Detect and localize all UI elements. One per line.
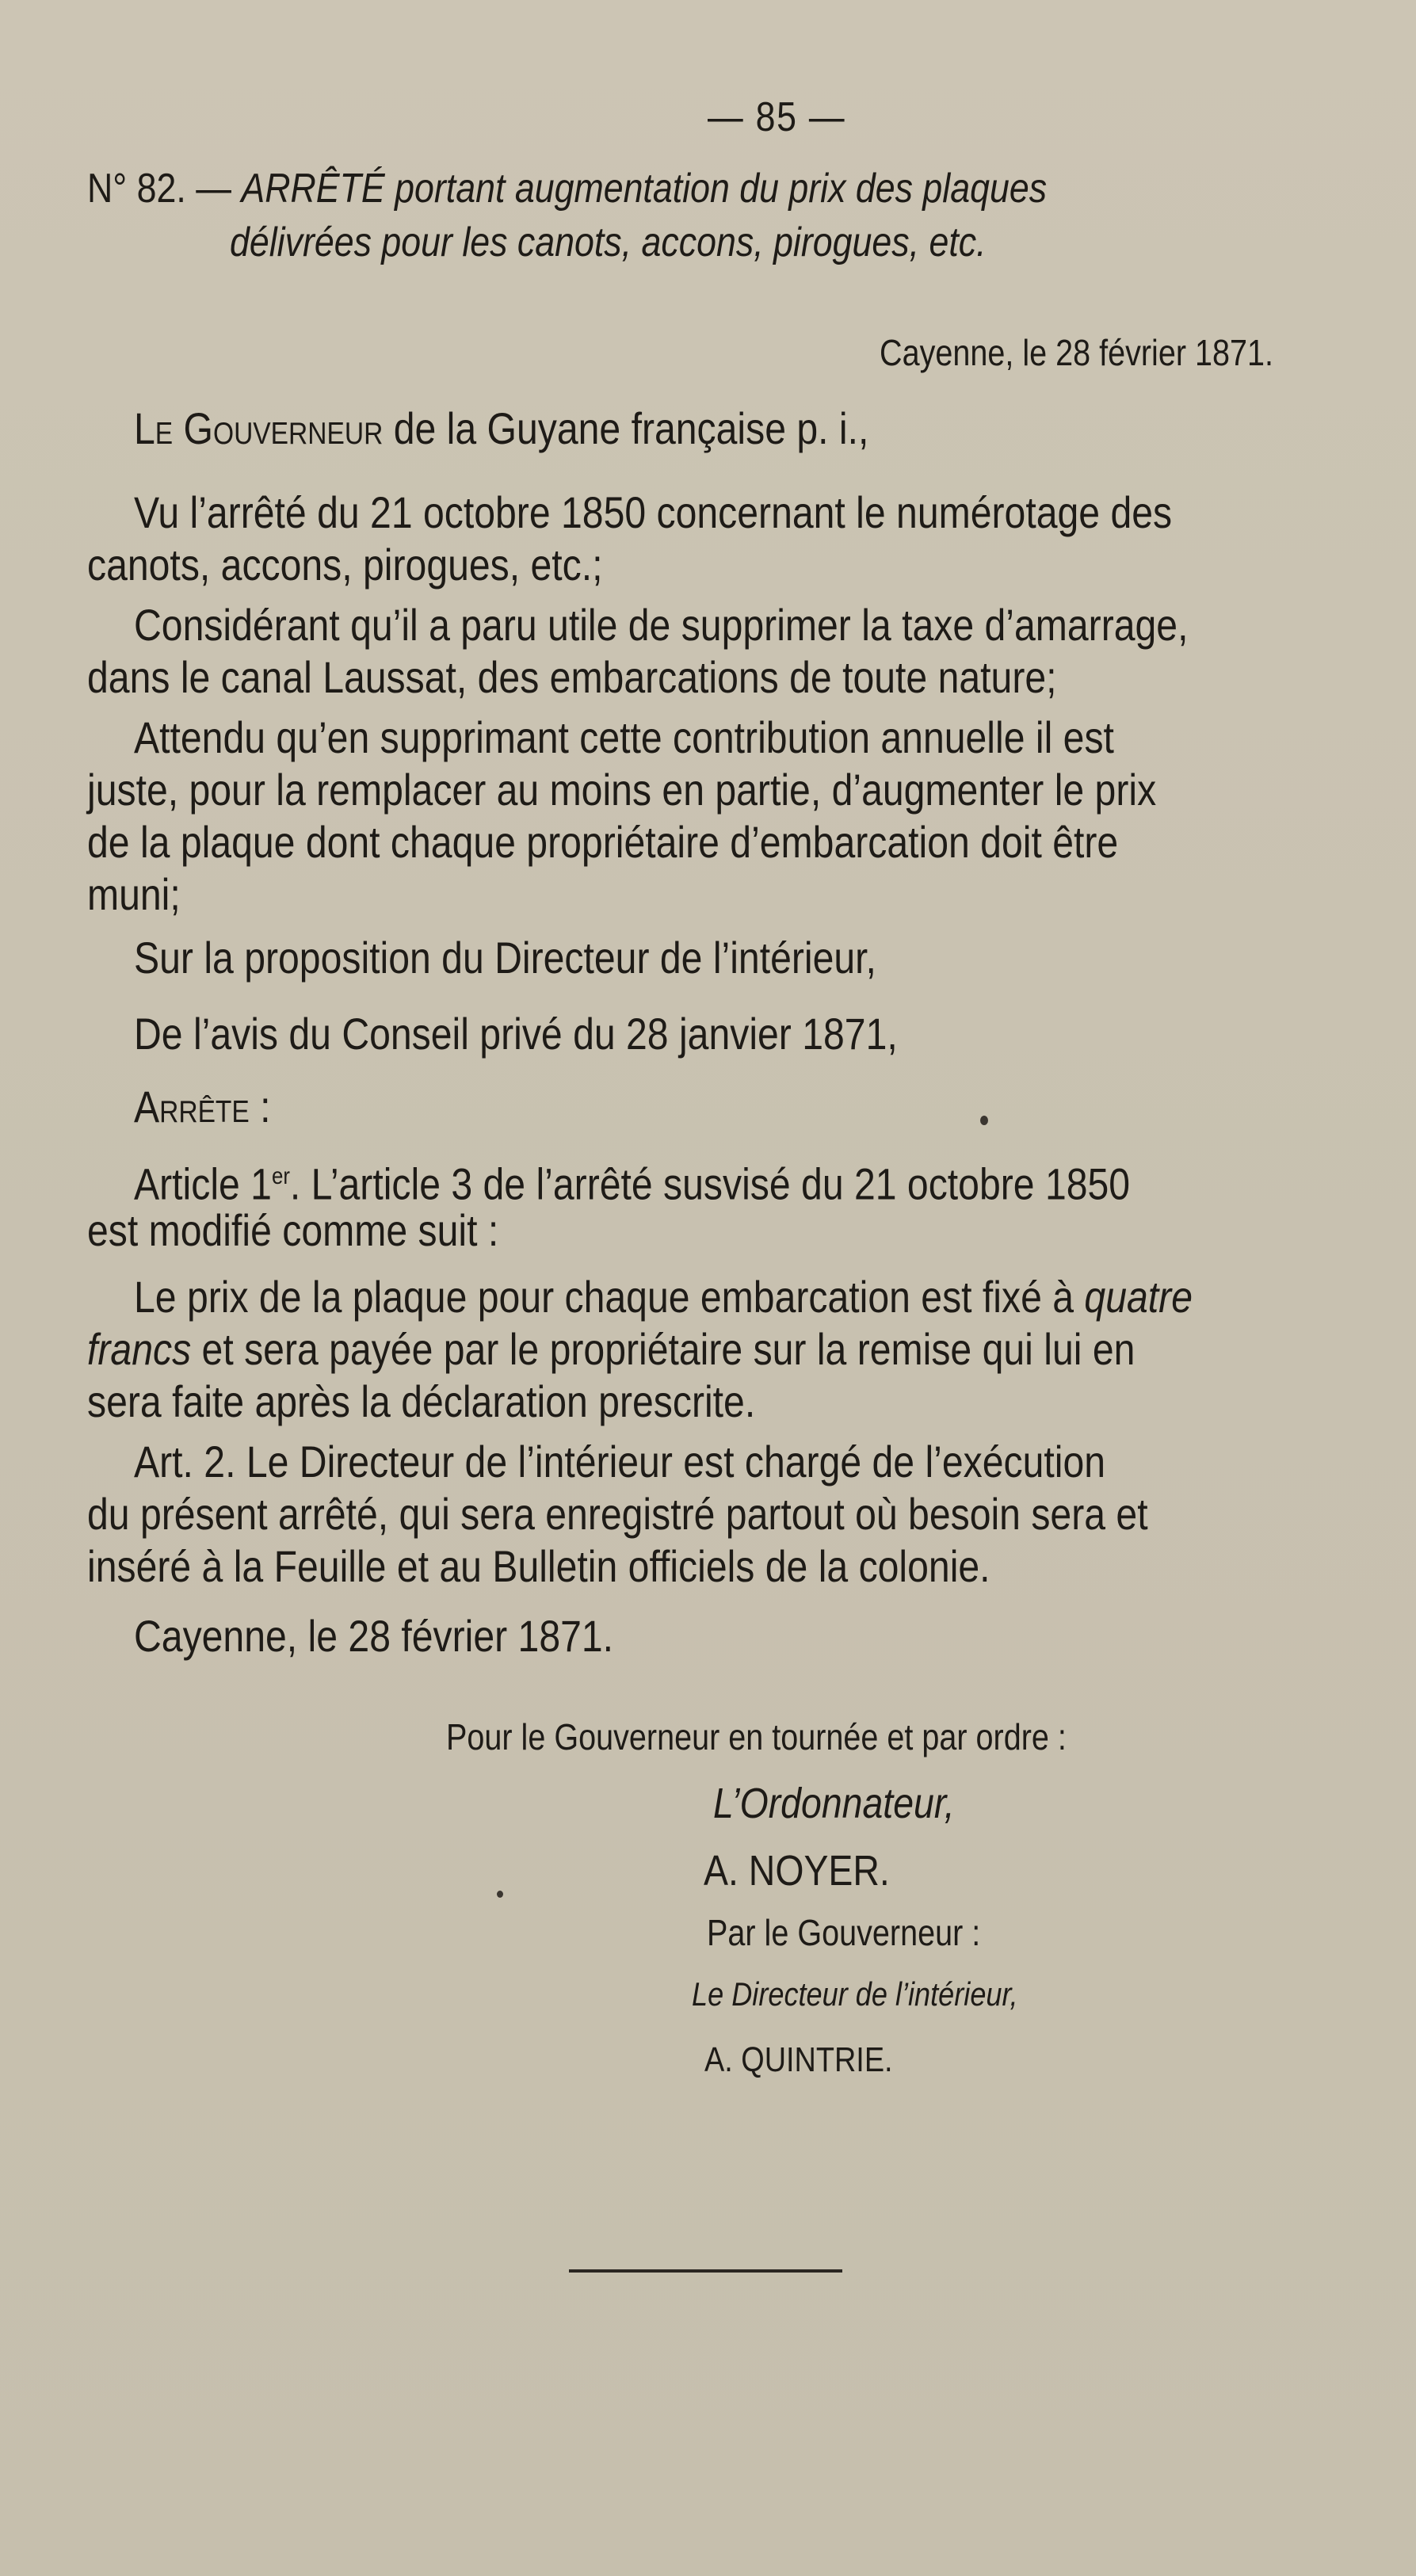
article1-sup: er bbox=[271, 1163, 290, 1189]
article2-line1: Art. 2. Le Directeur de l’intérieur est chargé de l’exécution bbox=[134, 1437, 1106, 1486]
ink-speck bbox=[980, 1116, 988, 1125]
signature-ordonnateur-title: L’Ordonnateur, bbox=[713, 1780, 955, 1827]
governor-line bbox=[134, 403, 868, 455]
article2-line2: du présent arrêté, qui sera enregistré partout où besoin sera et bbox=[87, 1489, 1148, 1539]
avis-line: De l’avis du Conseil privé du 28 janvier 1871, bbox=[134, 1009, 898, 1059]
decree-title-line2-wrap bbox=[230, 219, 987, 266]
decree-number: N° 82. bbox=[87, 166, 186, 212]
decree-heading bbox=[87, 163, 1047, 214]
prix-italic2: francs bbox=[87, 1324, 192, 1374]
dateline: Cayenne, le 28 février 1871. bbox=[880, 332, 1274, 373]
article2-line3: inséré à la Feuille et au Bulletin officiels de la colonie. bbox=[87, 1541, 990, 1591]
article1-text: . L’article 3 de l’arrêté susvisé du 21 octobre 1850 bbox=[289, 1158, 1131, 1209]
decree-title-line1: ARRÊTÉ portant augmentation du prix des plaques bbox=[241, 166, 1048, 212]
signature-quintrie: A. QUINTRIE. bbox=[704, 2040, 893, 2079]
attendu-line2: juste, pour la remplacer au moins en partie, d’augmenter le prix bbox=[87, 765, 1157, 815]
prix-line2 bbox=[87, 1323, 1135, 1376]
prix-line1 bbox=[134, 1271, 1193, 1323]
article1-line1 bbox=[134, 1151, 1130, 1211]
signature-pour-gouverneur: Pour le Gouverneur en tournée et par ordre : bbox=[446, 1716, 1067, 1757]
vu-line1: Vu l’arrêté du 21 octobre 1850 concernant le numérotage des bbox=[134, 487, 1173, 537]
page-number: — 85 — bbox=[708, 94, 846, 140]
heading-dash: — bbox=[185, 166, 242, 212]
prix-line3: sera faite après la déclaration prescrite. bbox=[87, 1376, 756, 1426]
governor-rest: de la Guyane française p. i., bbox=[383, 403, 869, 453]
considerant-line1: Considérant qu’il a paru utile de supprimer la taxe d’amarrage, bbox=[134, 600, 1189, 650]
signature-noyer: A. NOYER. bbox=[704, 1847, 890, 1895]
article1-line2: est modifié comme suit : bbox=[87, 1205, 499, 1255]
closing-dateline: Cayenne, le 28 février 1871. bbox=[134, 1611, 614, 1661]
signature-par-gouverneur: Par le Gouverneur : bbox=[707, 1912, 981, 1953]
closing-rule bbox=[569, 2269, 842, 2273]
attendu-line1: Attendu qu’en supprimant cette contribution annuelle il est bbox=[134, 712, 1114, 762]
vu-line2: canots, accons, pirogues, etc.; bbox=[87, 540, 603, 590]
arrete-line: Arrête : bbox=[134, 1082, 271, 1132]
proposition-line: Sur la proposition du Directeur de l’intérieur, bbox=[134, 933, 876, 983]
ink-speck bbox=[497, 1891, 503, 1898]
governor-title: Le Gouverneur bbox=[134, 403, 384, 453]
considerant-line2: dans le canal Laussat, des embarcations de toute nature; bbox=[87, 652, 1057, 702]
prix-text1: Le prix de la plaque pour chaque embarcation est fixé à bbox=[134, 1272, 1085, 1322]
article1-label: Article 1 bbox=[134, 1158, 272, 1209]
attendu-line4: muni; bbox=[87, 869, 181, 919]
prix-italic1: quatre bbox=[1084, 1272, 1193, 1322]
decree-title-line2: délivrées pour les canots, accons, pirogues, etc. bbox=[230, 219, 987, 265]
prix-text2: et sera payée par le propriétaire sur la remise qui lui en bbox=[191, 1324, 1135, 1374]
signature-directeur-title: Le Directeur de l’intérieur, bbox=[692, 1975, 1018, 2013]
attendu-line3: de la plaque dont chaque propriétaire d’embarcation doit être bbox=[87, 817, 1119, 867]
